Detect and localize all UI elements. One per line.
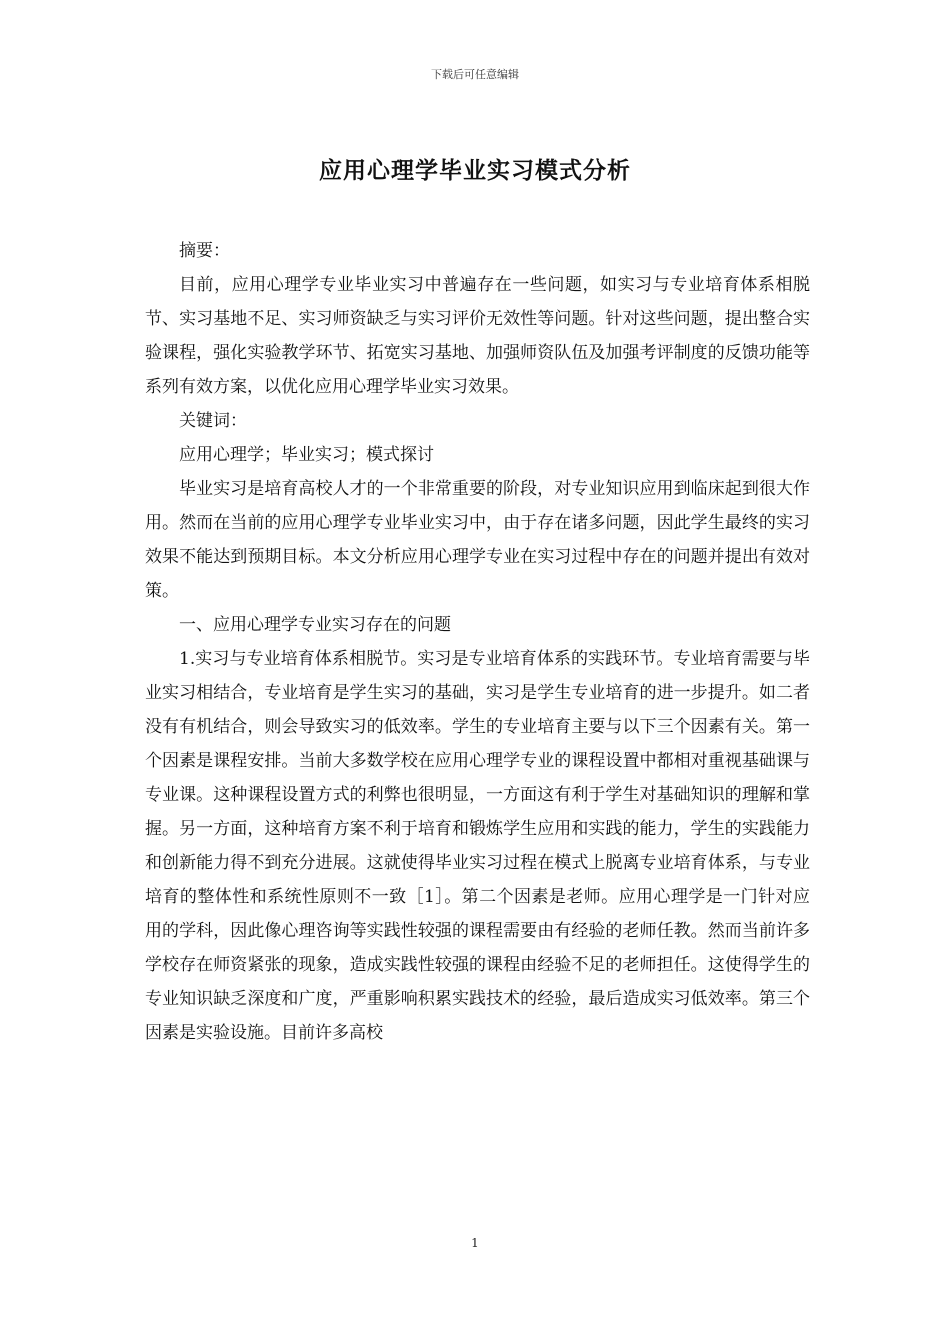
header-note: 下载后可任意编辑 [431,68,519,81]
intro-paragraph: 毕业实习是培育高校人才的一个非常重要的阶段，对专业知识应用到临床起到很大作用。然而在当前的应用心理学专业毕业实习中，由于存在诸多问题，因此学生最终的实习效果不能达到预期目标。本文分析应用心理学专业在实习过程中存在的问题并提出有效对策。 [145,479,810,601]
section-heading: 一、应用心理学专业实习存在的问题 [179,615,451,635]
document-body [145,234,810,1050]
abstract-label: 摘要： [179,241,230,261]
section-item-paragraph: 1.实习与专业培育体系相脱节。实习是专业培育体系的实践环节。专业培育需要与毕业实习相结合，专业培育是学生实习的基础，实习是学生专业培育的进一步提升。如二者没有有机结合，则会导致实习的低效率。学生的专业培育主要与以下三个因素有关。第一个因素是课程安排。当前大多数学校在应用心理学专业的课程设置中都相对重视基础课与专业课。这种课程设置方式的利弊也很明显，一方面这有利于学生对基础知识的理解和掌握。另一方面，这种培育方案不利于培育和锻炼学生应用和实践的能力，学生的实践能力和创新能力得不到充分进展。这就使得毕业实习过程在模式上脱离专业培育体系，与专业培育的整体性和系统性原则不一致［1］。第二个因素是老师。应用心理学是一门针对应用的学科，因此像心理咨询等实践性较强的课程需要由有经验的老师任教。然而当前许多学校存在师资紧张的现象，造成实践性较强的课程由经验不足的老师担任。这使得学生的专业知识缺乏深度和广度，严重影响积累实践技术的经验，最后造成实习低效率。第三个因素是实验设施。目前许多高校 [145,649,810,1043]
keywords-label: 关键词： [179,411,247,431]
keywords-paragraph: 应用心理学；毕业实习；模式探讨 [179,445,434,465]
abstract-paragraph: 目前，应用心理学专业毕业实习中普遍存在一些问题，如实习与专业培育体系相脱节、实习基地不足、实习师资缺乏与实习评价无效性等问题。针对这些问题，提出整合实验课程，强化实验教学环节、拓宽实习基地、加强师资队伍及加强考评制度的反馈功能等系列有效方案，以优化应用心理学毕业实习效果。 [145,275,810,397]
page-number: 1 [471,1236,479,1250]
document-title: 应用心理学毕业实习模式分析 [319,157,631,184]
